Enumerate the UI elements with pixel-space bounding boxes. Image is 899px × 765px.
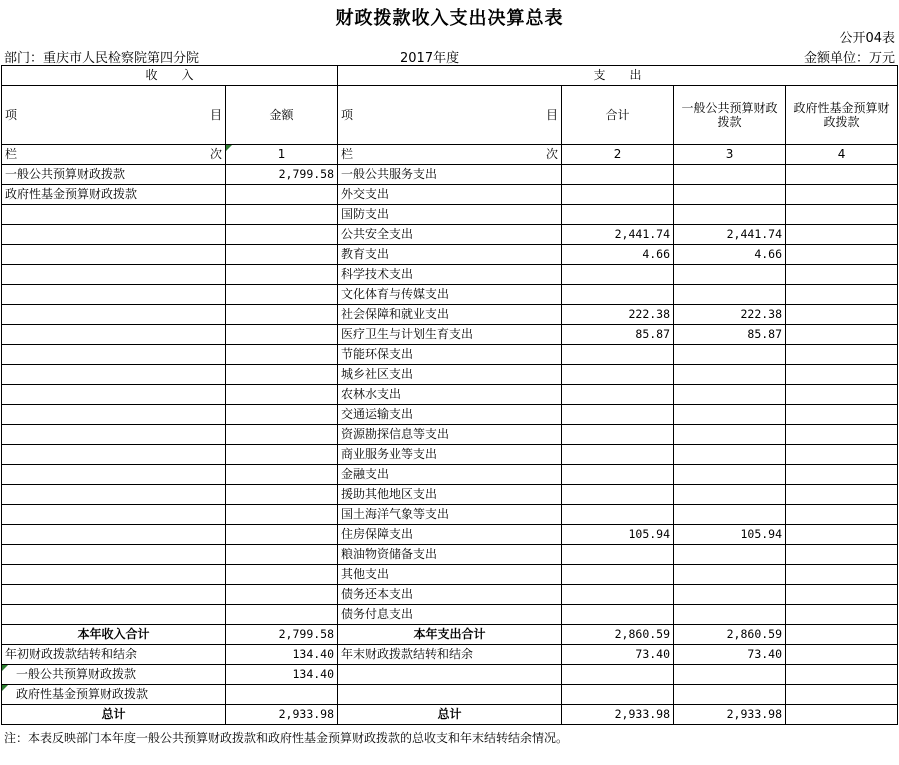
income-item-cell: 一般公共预算财政拨款 (2, 165, 226, 185)
expense-total-cell (562, 465, 674, 485)
table-row (2, 365, 898, 385)
expense-general-cell (674, 165, 786, 185)
expense-general-cell (674, 345, 786, 365)
item-header-right: 目 (209, 108, 222, 122)
income-amount-cell (226, 385, 338, 405)
subtotal-row (2, 625, 898, 645)
total-header: 合计 (562, 86, 674, 145)
col-index-label (338, 145, 562, 165)
expense-general-cell (674, 485, 786, 505)
grand-total-expense-total: 2,933.98 (562, 705, 674, 725)
general-budget-header: 一般公共预算财政拨款 (674, 86, 786, 145)
expense-section-header: 支 出 (338, 66, 898, 86)
expense-fund-cell (786, 245, 898, 265)
expense-general-cell (674, 205, 786, 225)
expense-total-cell (562, 185, 674, 205)
expense-fund-cell (786, 545, 898, 565)
expense-item-cell: 文化体育与传媒支出 (338, 285, 562, 305)
income-amount-cell (226, 405, 338, 425)
expense-item-cell: 科学技术支出 (338, 265, 562, 285)
expense-item-cell: 农林水支出 (338, 385, 562, 405)
table-row (2, 525, 898, 545)
grand-total-expense-fund (786, 705, 898, 725)
expense-general-cell: 85.87 (674, 325, 786, 345)
expense-item-cell: 其他支出 (338, 565, 562, 585)
income-amount-cell: 2,799.58 (226, 165, 338, 185)
expense-fund-cell (786, 225, 898, 245)
expense-total-cell (562, 205, 674, 225)
expense-subtotal-general: 2,860.59 (674, 625, 786, 645)
table-note: 注：本表反映部门本年度一般公共预算财政拨款和政府性基金预算财政拨款的总收支和年末结转结余情况。 (4, 731, 569, 745)
expense-fund-cell (786, 585, 898, 605)
grand-total-income-label: 总计 (2, 705, 226, 725)
expense-item-cell: 外交支出 (338, 185, 562, 205)
cell-marker-icon (226, 145, 232, 151)
expense-fund-cell (786, 565, 898, 585)
expense-item-cell: 节能环保支出 (338, 345, 562, 365)
expense-total-cell (562, 425, 674, 445)
empty-cell (338, 685, 562, 705)
table-row (2, 505, 898, 525)
expense-total-cell (562, 385, 674, 405)
expense-item-cell: 交通运输支出 (338, 405, 562, 425)
income-item-cell (2, 225, 226, 245)
begin-general-label (2, 665, 226, 685)
cell-marker-icon (2, 665, 8, 671)
department-label: 部门：重庆市人民检察院第四分院 (4, 51, 200, 66)
table-row (2, 225, 898, 245)
income-item-cell (2, 445, 226, 465)
expense-general-cell: 222.38 (674, 305, 786, 325)
income-item-cell (2, 525, 226, 545)
end-balance-general: 73.40 (674, 645, 786, 665)
expense-total-cell (562, 565, 674, 585)
report-title: 财政拨款收入支出决算总表 (335, 8, 564, 29)
expense-item-cell: 援助其他地区支出 (338, 485, 562, 505)
expense-subtotal-label: 本年支出合计 (338, 625, 562, 645)
income-item-cell: 政府性基金预算财政拨款 (2, 185, 226, 205)
col-label-right: 次 (209, 147, 222, 161)
expense-total-cell: 2,441.74 (562, 225, 674, 245)
income-amount-cell (226, 605, 338, 625)
expense-item-cell: 医疗卫生与计划生育支出 (338, 325, 562, 345)
expense-general-cell (674, 545, 786, 565)
expense-general-cell (674, 265, 786, 285)
col-number-4: 4 (786, 145, 898, 165)
income-amount-cell (226, 525, 338, 545)
table-row (2, 565, 898, 585)
begin-fund-label (2, 685, 226, 705)
meta-row (0, 47, 899, 65)
income-section-header: 收 入 (2, 66, 338, 86)
income-item-cell (2, 285, 226, 305)
table-row (2, 605, 898, 625)
expense-fund-cell (786, 445, 898, 465)
expense-total-cell (562, 165, 674, 185)
begin-fund-text: 政府性基金预算财政拨款 (16, 687, 149, 701)
income-amount-cell (226, 285, 338, 305)
expense-item-cell: 金融支出 (338, 465, 562, 485)
expense-general-cell (674, 585, 786, 605)
empty-cell (786, 685, 898, 705)
expense-item-cell: 社会保障和就业支出 (338, 305, 562, 325)
empty-cell (338, 665, 562, 685)
table-row (2, 585, 898, 605)
grand-total-income-value: 2,933.98 (226, 705, 338, 725)
income-amount-cell (226, 205, 338, 225)
table-row (2, 425, 898, 445)
table-row (2, 325, 898, 345)
income-item-cell (2, 345, 226, 365)
expense-fund-cell (786, 505, 898, 525)
grand-total-row (2, 705, 898, 725)
expense-item-cell: 城乡社区支出 (338, 365, 562, 385)
income-amount-cell (226, 485, 338, 505)
expense-item-cell: 国土海洋气象等支出 (338, 505, 562, 525)
expense-general-cell (674, 285, 786, 305)
expense-general-cell (674, 465, 786, 485)
table-row (2, 245, 898, 265)
col-label-right: 次 (546, 147, 559, 161)
begin-fund-row (2, 685, 898, 705)
expense-fund-cell (786, 305, 898, 325)
expense-item-cell: 教育支出 (338, 245, 562, 265)
expense-general-cell (674, 505, 786, 525)
expense-item-cell: 资源勘探信息等支出 (338, 425, 562, 445)
col-number-2: 2 (562, 145, 674, 165)
income-item-cell (2, 585, 226, 605)
table-row (2, 405, 898, 425)
item-header-left: 项 (5, 108, 18, 122)
amount-unit: 金额单位：万元 (803, 51, 895, 66)
expense-fund-cell (786, 325, 898, 345)
table-row (2, 205, 898, 225)
income-item-cell (2, 425, 226, 445)
expense-item-cell: 粮油物资储备支出 (338, 545, 562, 565)
table-row (2, 485, 898, 505)
end-balance-fund (786, 645, 898, 665)
income-subtotal-label: 本年收入合计 (2, 625, 226, 645)
income-item-cell (2, 305, 226, 325)
expense-general-cell (674, 425, 786, 445)
col-label-left: 栏 (5, 147, 18, 161)
expense-item-cell: 债务付息支出 (338, 605, 562, 625)
begin-general-row (2, 665, 898, 685)
column-number-row (2, 145, 898, 165)
form-code: 公开04表 (839, 31, 895, 46)
grand-total-expense-label: 总计 (338, 705, 562, 725)
expense-fund-cell (786, 425, 898, 445)
balance-row (2, 645, 898, 665)
expense-fund-cell (786, 165, 898, 185)
amount-header: 金额 (226, 86, 338, 145)
expense-fund-cell (786, 385, 898, 405)
empty-cell (562, 665, 674, 685)
fiscal-year: 2017年度 (400, 51, 460, 66)
column-header-row (2, 86, 898, 145)
expense-total-cell (562, 405, 674, 425)
expense-total-cell: 222.38 (562, 305, 674, 325)
expense-general-cell (674, 365, 786, 385)
income-amount-cell (226, 365, 338, 385)
expense-general-cell (674, 185, 786, 205)
expense-total-cell (562, 505, 674, 525)
expense-fund-cell (786, 285, 898, 305)
expense-fund-cell (786, 205, 898, 225)
expense-item-header (338, 86, 562, 145)
expense-fund-cell (786, 485, 898, 505)
end-balance-total: 73.40 (562, 645, 674, 665)
income-amount-cell (226, 245, 338, 265)
begin-general-value: 134.40 (226, 665, 338, 685)
table-row (2, 285, 898, 305)
col-label-left: 栏 (341, 147, 354, 161)
expense-total-cell (562, 485, 674, 505)
expense-general-cell (674, 385, 786, 405)
gov-fund-header: 政府性基金预算财政拨款 (786, 86, 898, 145)
income-amount-cell (226, 505, 338, 525)
income-amount-cell (226, 325, 338, 345)
begin-balance-label: 年初财政拨款结转和结余 (2, 645, 226, 665)
expense-fund-cell (786, 365, 898, 385)
expense-total-cell (562, 605, 674, 625)
income-item-cell (2, 605, 226, 625)
income-item-cell (2, 325, 226, 345)
income-item-cell (2, 465, 226, 485)
grand-total-expense-general: 2,933.98 (674, 705, 786, 725)
empty-cell (562, 685, 674, 705)
item-header-left: 项 (341, 108, 354, 122)
expense-total-cell (562, 345, 674, 365)
expense-general-cell (674, 445, 786, 465)
expense-fund-cell (786, 185, 898, 205)
expense-total-cell: 105.94 (562, 525, 674, 545)
table-row (2, 445, 898, 465)
income-amount-cell (226, 565, 338, 585)
income-amount-cell (226, 345, 338, 365)
col-number-1: 1 (226, 145, 338, 165)
expense-general-cell: 4.66 (674, 245, 786, 265)
cell-marker-icon (2, 685, 8, 691)
expense-general-cell (674, 605, 786, 625)
budget-summary-table (1, 65, 898, 725)
income-item-cell (2, 205, 226, 225)
expense-total-cell: 4.66 (562, 245, 674, 265)
table-row (2, 545, 898, 565)
income-amount-cell (226, 425, 338, 445)
table-row (2, 265, 898, 285)
empty-cell (226, 685, 338, 705)
expense-item-cell: 住房保障支出 (338, 525, 562, 545)
expense-fund-cell (786, 525, 898, 545)
expense-total-cell (562, 265, 674, 285)
expense-item-cell: 债务还本支出 (338, 585, 562, 605)
expense-fund-cell (786, 605, 898, 625)
income-item-cell (2, 505, 226, 525)
table-row (2, 165, 898, 185)
expense-item-cell: 公共安全支出 (338, 225, 562, 245)
expense-total-cell (562, 585, 674, 605)
table-row (2, 345, 898, 365)
income-amount-cell (226, 185, 338, 205)
expense-fund-cell (786, 405, 898, 425)
expense-total-cell (562, 285, 674, 305)
expense-item-cell: 商业服务业等支出 (338, 445, 562, 465)
income-amount-cell (226, 225, 338, 245)
income-item-cell (2, 365, 226, 385)
empty-cell (674, 685, 786, 705)
expense-subtotal-total: 2,860.59 (562, 625, 674, 645)
income-item-cell (2, 565, 226, 585)
income-item-cell (2, 545, 226, 565)
expense-total-cell (562, 445, 674, 465)
income-subtotal-value: 2,799.58 (226, 625, 338, 645)
income-item-cell (2, 405, 226, 425)
income-amount-cell (226, 465, 338, 485)
table-row (2, 305, 898, 325)
expense-total-cell (562, 545, 674, 565)
table-row (2, 465, 898, 485)
income-amount-cell (226, 585, 338, 605)
income-item-cell (2, 485, 226, 505)
expense-total-cell: 85.87 (562, 325, 674, 345)
end-balance-label: 年末财政拨款结转和结余 (338, 645, 562, 665)
expense-general-cell: 2,441.74 (674, 225, 786, 245)
expense-general-cell (674, 405, 786, 425)
table-row (2, 385, 898, 405)
col-number-3: 3 (674, 145, 786, 165)
empty-cell (674, 665, 786, 685)
expense-general-cell: 105.94 (674, 525, 786, 545)
expense-subtotal-fund (786, 625, 898, 645)
begin-balance-value: 134.40 (226, 645, 338, 665)
expense-total-cell (562, 365, 674, 385)
income-amount-cell (226, 445, 338, 465)
expense-general-cell (674, 565, 786, 585)
expense-fund-cell (786, 265, 898, 285)
expense-item-cell: 一般公共服务支出 (338, 165, 562, 185)
begin-general-text: 一般公共预算财政拨款 (16, 667, 137, 681)
income-item-cell (2, 385, 226, 405)
income-amount-cell (226, 545, 338, 565)
item-header-right: 目 (546, 108, 559, 122)
expense-fund-cell (786, 465, 898, 485)
col-index-label (2, 145, 226, 165)
expense-item-cell: 国防支出 (338, 205, 562, 225)
income-amount-cell (226, 265, 338, 285)
table-row (2, 185, 898, 205)
expense-fund-cell (786, 345, 898, 365)
empty-cell (786, 665, 898, 685)
income-amount-cell (226, 305, 338, 325)
income-item-cell (2, 245, 226, 265)
income-item-cell (2, 265, 226, 285)
income-item-header (2, 86, 226, 145)
section-header-row (2, 66, 898, 86)
